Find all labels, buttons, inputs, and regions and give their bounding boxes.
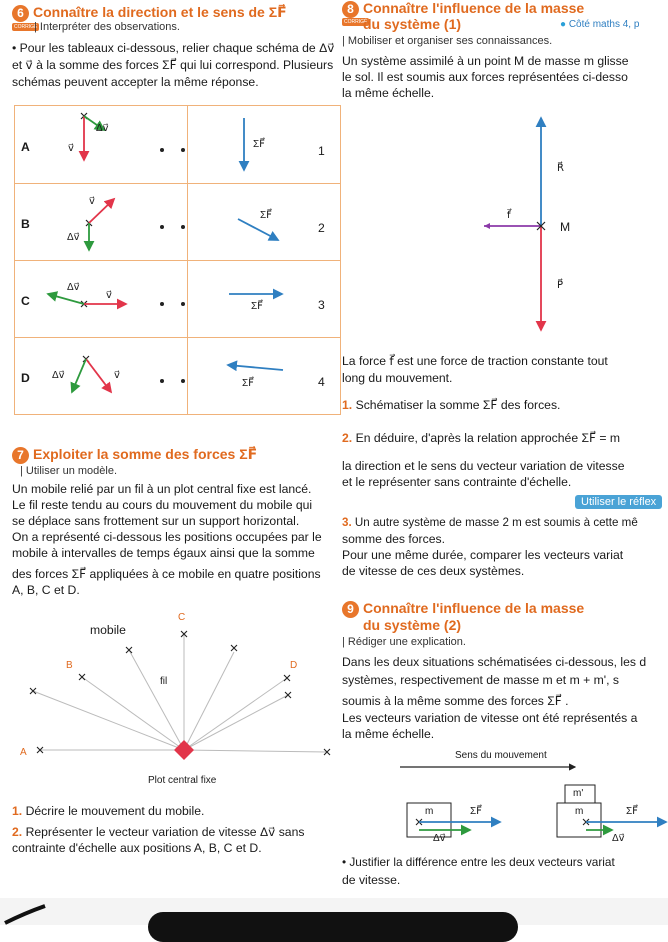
ex9-p1: Dans les deux situations schématisées ci-dessous, les d (342, 655, 647, 669)
ex7-plot-label: Plot central fixe (148, 775, 217, 786)
ex8-q1-text: Schématiser la somme ΣF⃗ des forces. (355, 398, 561, 412)
ex9-m-label-1: m (425, 806, 434, 817)
ex8-q3-line3: Pour une même durée, comparer les vecteurs variat (342, 548, 624, 562)
ex8-p1: Un système assimilé à un point M de masse m glisse (342, 54, 629, 68)
ex7-p5: mobile à intervalles de temps égaux ainsi que la somme (12, 546, 315, 560)
ex7-p2: Le fil reste tendu au cours du mouvement du mobile qui (12, 498, 313, 512)
ex7-a-label: A (20, 747, 27, 758)
ex6-intro-1: • Pour les tableaux ci-dessous, relier chaque schéma de Δv⃗ (12, 41, 335, 55)
ex6-sf-3-label: ΣF⃗ (251, 301, 263, 312)
ex7-d-label: D (290, 660, 298, 671)
ex8-skill: | Mobiliser et organiser ses connaissances. (342, 35, 553, 47)
ex9-dv-label-1: Δv⃗ (433, 833, 446, 844)
ex8-q2-line2: la direction et le sens du vecteur variation de vitesse (342, 459, 625, 473)
ex6-row-a-label: A (21, 140, 30, 154)
ex6-c-dv-label: Δv⃗ (67, 282, 80, 293)
ex6-sf-4-label: ΣF⃗ (242, 378, 254, 389)
ex8-number: 8 (342, 1, 359, 18)
ex8-title-1: Connaître l'influence de la masse (363, 0, 585, 16)
ex8-p3: la même échelle. (342, 86, 435, 100)
ex9-sens-label: Sens du mouvement (455, 750, 547, 761)
ex6-num-3: 3 (318, 298, 325, 312)
ex6-skill: | Interpréter des observations. (34, 21, 180, 33)
ex6-num-1: 1 (318, 144, 325, 158)
ex6-row-c-label: C (21, 294, 30, 308)
ex9-sf-label-1: ΣF⃗ (470, 806, 482, 817)
ex8-reflex-tag[interactable]: Utiliser le réflex (575, 495, 662, 509)
ex6-num-2: 2 (318, 221, 325, 235)
ex8-q3-text: Un autre système de masse 2 m est soumis à cette mê (354, 516, 638, 529)
ex9-dv-label-2: Δv⃗ (612, 833, 625, 844)
ex9-question: • Justifier la différence entre les deux vecteurs variat (342, 855, 615, 869)
device-bar (148, 912, 518, 942)
ex8-title-2: du système (1) (363, 16, 462, 32)
ex6-sf-2-label: ΣF⃗ (260, 210, 272, 221)
ex8-q3-line2: somme des forces. (342, 532, 445, 546)
ex9-m-label-2: m (575, 806, 584, 817)
ex6-number: 6 (12, 5, 29, 22)
ex8-q2-line3: et le représenter sans contrainte d'échelle. (342, 475, 572, 489)
ex9-title-1: Connaître l'influence de la masse (363, 600, 585, 616)
ex6-c-v-label: v⃗ (106, 290, 112, 301)
ex8-p5: long du mouvement. (342, 371, 453, 385)
ex6-sf-1-label: ΣF⃗ (253, 139, 265, 150)
ex6-a-dv-label: Δv⃗ (96, 123, 109, 134)
ex8-q2-text: En déduire, d'après la relation approchée ΣF⃗ = m (355, 431, 621, 445)
ex7-p7: A, B, C et D. (12, 583, 80, 597)
ex8-p2: le sol. Il est soumis aux forces représentées ci-desso (342, 70, 628, 84)
ex7-title: Exploiter la somme des forces ΣF⃗ (33, 446, 258, 462)
ex8-r-label: R⃗ (557, 163, 564, 174)
ex8-p-label: P⃗ (557, 280, 564, 291)
ex8-q1-number: 1. (342, 398, 353, 412)
ex9-number: 9 (342, 601, 359, 618)
ex7-q2-text: Représenter le vecteur variation de vitesse Δv⃗ sans (25, 825, 305, 839)
ex6-d-v-label: v⃗ (114, 370, 120, 381)
ex7-skill: | Utiliser un modèle. (20, 465, 118, 477)
ex6-b-dv-label: Δv⃗ (67, 232, 80, 243)
ex8-p4: La force f⃗ est une force de traction constante tout (342, 354, 608, 368)
ex8-side-text: Côté maths 4, p (568, 19, 640, 30)
ex7-q1-number: 1. (12, 804, 23, 818)
ex7-c-label: C (178, 612, 186, 623)
ex9-p2: systèmes, respectivement de masse m et m + m', s (342, 673, 619, 687)
ex8-q3-number: 3. (342, 516, 352, 529)
ex8-f-label: f⃗ (507, 210, 511, 221)
ex8-q2-number: 2. (342, 431, 353, 445)
ex6-row-b-label: B (21, 217, 30, 231)
ex9-question-line2: de vitesse. (342, 873, 401, 887)
ex7-number: 7 (12, 447, 29, 464)
corner-stroke-icon (0, 898, 60, 925)
ex7-b-label: B (66, 660, 73, 671)
ex7-p4: On a représenté ci-dessous les positions occupées par le (12, 530, 322, 544)
ex6-intro-2: et v⃗ à la somme des forces ΣF⃗ qui lui correspond. Plusieurs (12, 58, 334, 72)
ex6-d-dv-label: Δv⃗ (52, 370, 65, 381)
ex9-mprime-label: m' (573, 788, 584, 799)
ex8-m-label: M (560, 220, 571, 234)
ex6-row-d-label: D (21, 371, 30, 385)
ex9-skill: | Rédiger une explication. (342, 636, 466, 648)
ex7-p3: se déplace sans frottement sur un support horizontal. (12, 514, 300, 528)
ex7-mobile-label: mobile (90, 623, 126, 637)
ex9-sf-label-2: ΣF⃗ (626, 806, 638, 817)
ex6-b-v-label: v⃗ (89, 196, 95, 207)
ex7-p6: des forces ΣF⃗ appliquées à ce mobile en quatre positions (12, 567, 321, 581)
ex7-p1: Un mobile relié par un fil à un plot central fixe est lancé. (12, 482, 312, 496)
ex9-p4: Les vecteurs variation de vitesse ont été représentés a (342, 711, 638, 725)
ex9-p5: la même échelle. (342, 727, 435, 741)
ex7-q1-text: Décrire le mouvement du mobile. (25, 804, 205, 818)
ex7-q2-line2: contrainte d'échelle aux positions A, B, C et D. (12, 841, 262, 855)
ex6-intro-3: schémas peuvent accepter la même réponse. (12, 75, 259, 89)
ex8-q3-line4: de vitesse de ces deux systèmes. (342, 564, 525, 578)
ex7-q2-number: 2. (12, 825, 23, 839)
ex7-fil-label: fil (160, 676, 168, 687)
ex9-p3: soumis à la même somme des forces ΣF⃗ . (342, 694, 569, 708)
ex8-corrige-badge[interactable]: CORRIGÉ (344, 19, 368, 25)
ex9-title-2: du système (2) (363, 617, 462, 633)
ex6-num-4: 4 (318, 375, 325, 389)
ex6-a-v-label: v⃗ (68, 143, 74, 154)
ex6-title: Connaître la direction et le sens de ΣF⃗ (33, 4, 287, 20)
ex8-side-icon: ● (560, 19, 567, 30)
ex6-corrige-badge[interactable]: CORRIGÉ (14, 24, 38, 30)
